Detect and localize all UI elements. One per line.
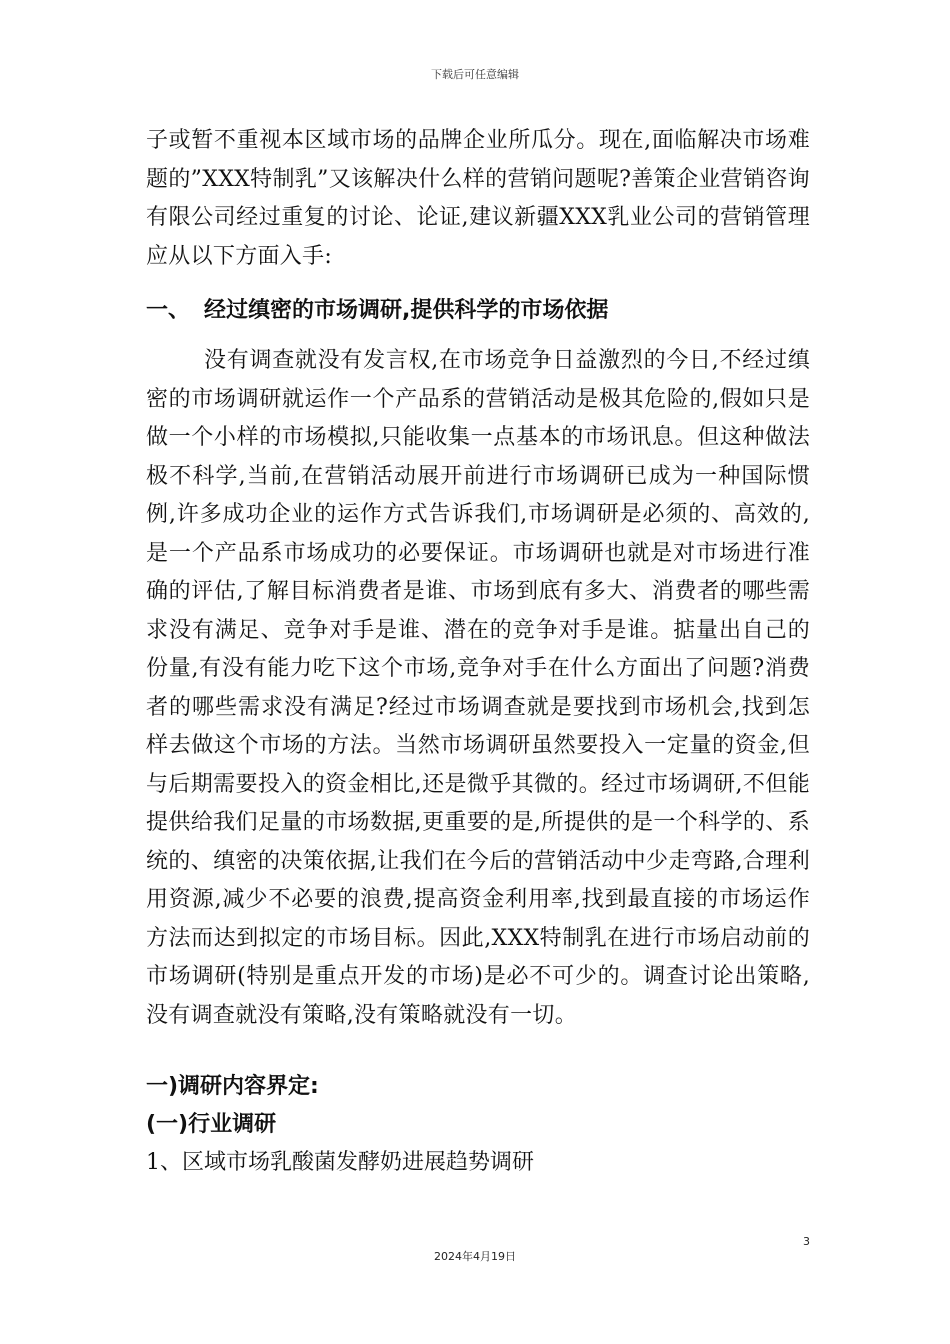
document-body: [146, 122, 810, 1182]
paragraph-market-research: 没有调查就没有发言权,在市场竞争日益激烈的今日,不经过缜密的市场调研就运作一个产品系的营销活动是极其危险的,假如只是做一个小样的市场模拟,只能收集一点基本的市场讯息。但这种做法极不科学,当前,在营销活动展开前进行市场调研已成为一种国际惯例,许多成功企业的运作方式告诉我们,市场调研是必须的、高效的,是一个产品系市场成功的必要保证。市场调研也就是对市场进行准确的评估,了解目标消费者是谁、市场到底有多大、消费者的哪些需求没有满足、竞争对手是谁、潜在的竞争对手是谁。掂量出自己的份量,有没有能力吃下这个市场,竞争对手在什么方面出了问题?消费者的哪些需求没有满足?经过市场调查就是要找到市场机会,找到怎样去做这个市场的方法。当然市场调研虽然要投入一定量的资金,但与后期需要投入的资金相比,还是微乎其微的。经过市场调研,不但能提供给我们足量的市场数据,更重要的是,所提供的是一个科学的、系统的、缜密的决策依据,让我们在今后的营销活动中少走弯路,合理利用资源,减少不必要的浪费,提高资金利用率,找到最直接的市场运作方法而达到拟定的市场目标。因此,XXX特制乳在进行市场启动前的市场调研(特别是重点开发的市场)是必不可少的。调查讨论出策略,没有调查就没有策略,没有策略就没有一切。: [146, 348, 810, 1028]
section-heading-1-text: 经过缜密的市场调研,提供科学的市场依据: [204, 298, 609, 323]
subsection-heading: 一)调研内容界定:: [146, 1074, 319, 1099]
section-heading-1: [146, 292, 810, 330]
section-heading-1-number: 一、: [146, 298, 191, 323]
page-header: 下载后可任意编辑: [431, 68, 519, 81]
sub-subsection-heading: (一)行业调研: [146, 1112, 277, 1137]
page-number: 3: [803, 1235, 810, 1248]
list-item: 1、区域市场乳酸菌发酵奶进展趋势调研: [146, 1150, 534, 1175]
paragraph-intro: 子或暂不重视本区域市场的品牌企业所瓜分。现在,面临解决市场难题的”XXX特制乳”又该解决什么样的营销问题呢?善策企业营销咨询有限公司经过重复的讨论、论证,建议新疆XXX乳业公司的营销管理应从以下方面入手:: [146, 128, 810, 269]
page-footer-date: 2024年4月19日: [434, 1250, 516, 1263]
